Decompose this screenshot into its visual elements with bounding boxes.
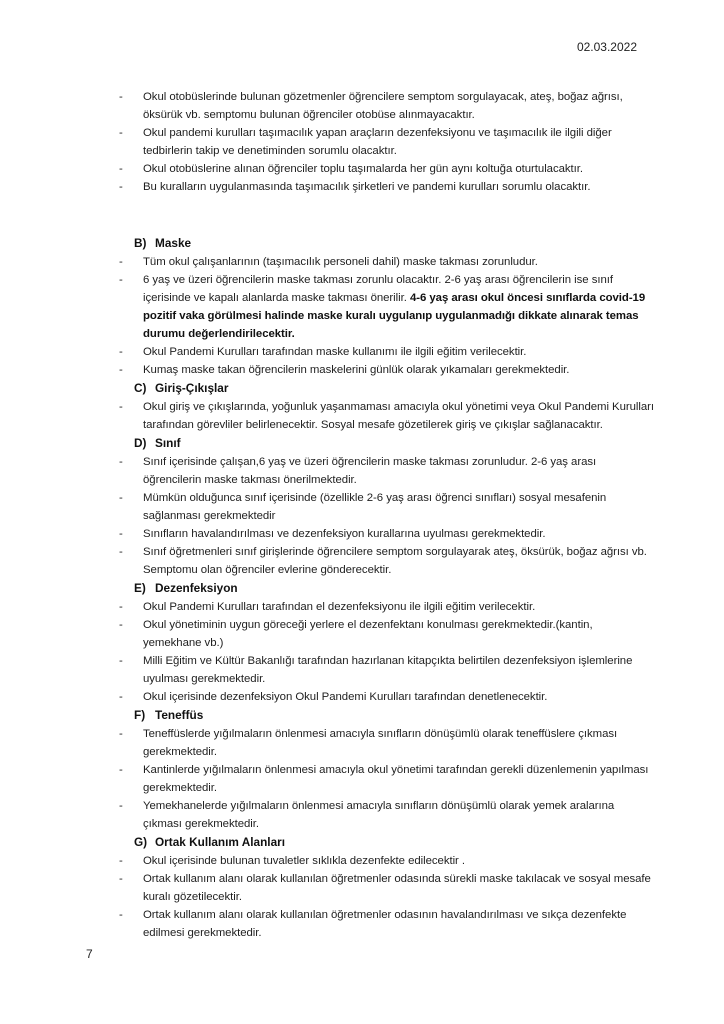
list-item: - Okul yönetiminin uygun göreceği yerlere el dezenfektanı konulması gerekmektedir.(kantin, yemekhane vb.) (0, 616, 724, 652)
section-teneffus (0, 706, 724, 833)
list-item: - Okul otobüslerine alınan öğrenciler toplu taşımalarda her gün aynı koltuğa oturtulacaktır. (0, 160, 724, 178)
bullet-dash: - (119, 546, 123, 558)
section-heading: E) Dezenfeksiyon (134, 581, 238, 595)
bullet-dash: - (119, 163, 123, 175)
list-item: - Milli Eğitim ve Kültür Bakanlığı tarafından hazırlanan kitapçıkta belirtilen dezenfeksiyon işlemlerine uyulması gerekmektedir. (0, 652, 724, 688)
bullet-dash: - (119, 346, 123, 358)
list-item: - Sınıf öğretmenleri sınıf girişlerinde öğrencilere semptom sorgulayarak ateş, öksürük, boğaz ağrısı vb. Semptomu olan öğrenciler evlerine gönderecektir. (0, 543, 724, 579)
list-item: - Kantinlerde yığılmaların önlenmesi amacıyla okul yönetimi tarafından gerekli düzenlemenin yapılması gerekmektedir. (0, 761, 724, 797)
list-item: - Sınıfların havalandırılması ve dezenfeksiyon kurallarına uyulması gerekmektedir. (0, 525, 724, 543)
list-item: - Okul Pandemi Kurulları tarafından el dezenfeksiyonu ile ilgili eğitim verilecektir. (0, 598, 724, 616)
bullet-dash: - (119, 873, 123, 885)
bold-emphasis: 4-6 yaş arası okul öncesi sınıflarda covid-19 pozitif vaka görülmesi halinde maske kuralı uygulanıp uygulanmadığı dikkate alınarak temas durumu değerlendirilecektir. (143, 292, 646, 340)
bullet-dash: - (119, 764, 123, 776)
bullet-dash: - (119, 800, 123, 812)
list-item: - Sınıf içerisinde çalışan,6 yaş ve üzeri öğrencilerin maske takması zorunludur. 2-6 yaş arası öğrencilerin maske takması önerilmektedir. (0, 453, 724, 489)
section-giris-cikislar (0, 379, 724, 434)
section-heading: F) Teneffüs (134, 708, 204, 722)
list-item: - Mümkün olduğunca sınıf içerisinde (özellikle 2-6 yaş arası öğrenci sınıfları) sosyal mesafenin sağlanması gerekmektedir (0, 489, 724, 525)
section-sinif (0, 434, 724, 579)
bullet-dash: - (119, 456, 123, 468)
bullet-dash: - (119, 256, 123, 268)
bullet-dash: - (119, 655, 123, 667)
list-item: - Okul pandemi kurulları taşımacılık yapan araçların dezenfeksiyonu ve taşımacılık ile ilgili diğer tedbirlerin takip ve denetiminden sorumlu olacaktır. (0, 124, 724, 160)
transport-rules-list (0, 88, 724, 196)
bullet-dash: - (119, 691, 123, 703)
list-item: - Yemekhanelerde yığılmaların önlenmesi amacıyla sınıfların dönüşümlü olarak yemek aralarına çıkması gerekmektedir. (0, 797, 724, 833)
bullet-dash: - (119, 909, 123, 921)
bullet-dash: - (119, 127, 123, 139)
bullet-dash: - (119, 855, 123, 867)
list-item: - 6 yaş ve üzeri öğrencilerin maske takması zorunlu olacaktır. 2-6 yaş arası öğrencilerin ise sınıf içerisinde ve kapalı alanlarda maske takması önerilir. 4-6 yaş arası okul öncesi sınıflarda covid-19 pozitif vaka görülmesi halinde maske kuralı uygulanıp uygulanmadığı dikkate alınarak temas durumu değerlendirilecektir. (0, 271, 724, 343)
bullet-dash: - (119, 528, 123, 540)
section-heading: C) Giriş-Çıkışlar (134, 381, 229, 395)
bullet-dash: - (119, 364, 123, 376)
section-ortak-kullanim-alanlari (0, 833, 724, 942)
bullet-dash: - (119, 619, 123, 631)
list-item: - Okul içerisinde dezenfeksiyon Okul Pandemi Kurulları tarafından denetlenecektir. (0, 688, 724, 706)
bullet-dash: - (119, 181, 123, 193)
list-item: - Okul içerisinde bulunan tuvaletler sıklıkla dezenfekte edilecektir . (0, 852, 724, 870)
list-item: - Tüm okul çalışanlarının (taşımacılık personeli dahil) maske takması zorunludur. (0, 253, 724, 271)
list-item: - Kumaş maske takan öğrencilerin maskelerini günlük olarak yıkamaları gerekmektedir. (0, 361, 724, 379)
section-heading: D) Sınıf (134, 436, 181, 450)
bullet-dash: - (119, 492, 123, 504)
list-item: - Teneffüslerde yığılmaların önlenmesi amacıyla sınıfların dönüşümlü olarak teneffüslere çıkması gerekmektedir. (0, 725, 724, 761)
section-heading: B) Maske (134, 236, 192, 250)
section-dezenfeksiyon (0, 579, 724, 706)
bullet-dash: - (119, 601, 123, 613)
list-item: - Ortak kullanım alanı olarak kullanılan öğretmenler odasının havalandırılması ve sıkça dezenfekte edilmesi gerekmektedir. (0, 906, 724, 942)
list-item: - Bu kuralların uygulanmasında taşımacılık şirketleri ve pandemi kurulları sorumlu olacaktır. (0, 178, 724, 196)
bullet-dash: - (119, 91, 123, 103)
document-date: 02.03.2022 (576, 40, 637, 54)
list-item: - Okul giriş ve çıkışlarında, yoğunluk yaşanmaması amacıyla okul yönetimi veya Okul Pandemi Kurulları tarafından görevliler belirlenecektir. Sosyal mesafe gözetilerek giriş ve çıkışlar sağlanacaktır. (0, 398, 724, 434)
bullet-dash: - (119, 401, 123, 413)
list-item: - Okul otobüslerinde bulunan gözetmenler öğrencilere semptom sorgulayacak, ateş, boğaz ağrısı, öksürük vb. semptomu bulunan öğrenciler otobüse alınmayacaktır. (0, 88, 724, 124)
page-number: 7 (86, 947, 93, 961)
bullet-dash: - (119, 728, 123, 740)
section-maske (0, 234, 724, 379)
list-item: - Okul Pandemi Kurulları tarafından maske kullanımı ile ilgili eğitim verilecektir. (0, 343, 724, 361)
section-heading: G) Ortak Kullanım Alanları (134, 835, 286, 849)
list-item: - Ortak kullanım alanı olarak kullanılan öğretmenler odasında sürekli maske takılacak ve sosyal mesafe kuralı gözetilecektir. (0, 870, 724, 906)
bullet-dash: - (119, 274, 123, 286)
document-body (0, 88, 724, 942)
